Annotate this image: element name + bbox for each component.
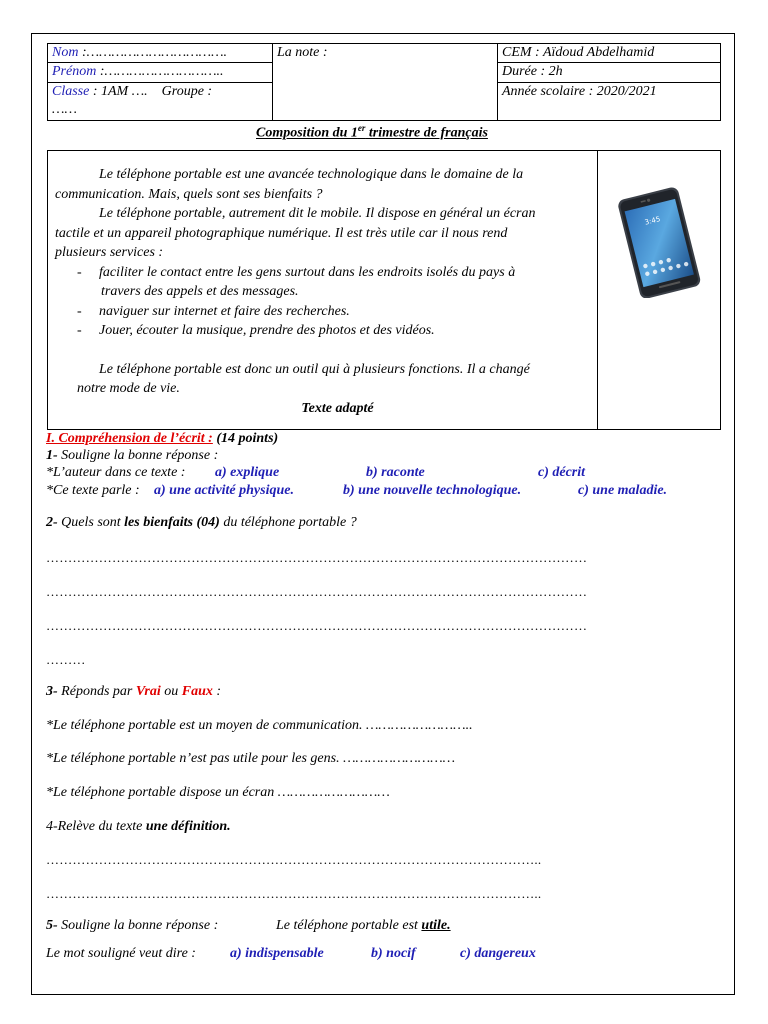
q3-number: 3- — [46, 684, 58, 699]
q3-vrai: Vrai — [135, 684, 161, 699]
q1-line2-option-a[interactable]: a) une activité physique. — [154, 483, 294, 498]
classe-value: : 1AM …. — [89, 84, 148, 99]
q4-question — [46, 819, 231, 835]
q3-question — [46, 684, 221, 700]
reading-paragraphs — [55, 165, 590, 418]
nom-dots: :……………………………. — [78, 45, 228, 60]
q5-sentence — [276, 918, 451, 934]
q5-instruction — [46, 918, 218, 934]
bullet-2 — [55, 302, 590, 322]
q1-number: 1- — [46, 448, 58, 463]
q1-line1-option-b[interactable]: b) raconte — [366, 465, 425, 480]
groupe-dots: …… — [52, 102, 77, 117]
q3-ou: ou — [160, 684, 182, 699]
bullet-3-dash: - — [77, 323, 82, 338]
q3-text1: Réponds par — [57, 684, 136, 699]
note-label: La note : — [277, 45, 328, 60]
title-part1: Composition du 1 — [256, 125, 358, 141]
classe-cell — [48, 83, 273, 121]
q5-sentence-text: Le téléphone portable est — [276, 918, 422, 933]
q1-line2-option-b[interactable]: b) une nouvelle technologique. — [343, 483, 522, 498]
q5-option-c[interactable]: c) dangereux — [460, 946, 536, 961]
q4-bold: une définition. — [145, 819, 231, 834]
q2-bold: les bienfaits (04) — [124, 515, 220, 530]
q3-statement-3[interactable]: *Le téléphone portable dispose un écran ……………………… — [46, 785, 390, 800]
p3-line1: Le téléphone portable est donc un outil qui à plusieurs fonctions. Il a changé — [99, 361, 530, 377]
bullet-1 — [55, 263, 590, 283]
section-1-heading — [46, 431, 278, 447]
q2-answer-line-4[interactable]: ……… — [46, 652, 86, 667]
q4-answer-line-1[interactable]: ………………………………………………………………………………………………….. — [46, 852, 542, 867]
q2-answer-line-2[interactable]: …………………………………………………………………………………………………………… — [46, 584, 588, 599]
classe-label: Classe — [52, 84, 90, 99]
annee-cell — [498, 83, 721, 121]
q1-line1-option-a[interactable]: a) explique — [215, 465, 280, 480]
q1-line1-option-c[interactable]: c) décrit — [538, 465, 586, 480]
bullet-3 — [55, 321, 590, 341]
q3-statement-1[interactable]: *Le téléphone portable est un moyen de communication. …………………….. — [46, 718, 473, 733]
q4-text: 4-Relève du texte — [46, 819, 146, 834]
nom-cell — [48, 44, 273, 63]
bullet-2-text: naviguer sur internet et faire des recherches. — [99, 303, 350, 319]
note-cell — [273, 44, 498, 121]
smartphone-icon — [610, 186, 708, 298]
cem-cell — [498, 44, 721, 63]
q3-statement-2[interactable]: *Le téléphone portable n’est pas utile pour les gens. ……………………… — [46, 751, 456, 766]
bullet-1-line1: faciliter le contact entre les gens surtout dans les endroits isolés du pays à — [99, 264, 516, 280]
prenom-cell — [48, 63, 273, 83]
bullet-1-dash: - — [77, 264, 82, 280]
p2-line2: tactile et un appareil photographique numérique. Il est très utile car il nous rend — [55, 225, 508, 241]
q5-line2-label: Le mot souligné veut dire : — [46, 946, 196, 961]
groupe-label: Groupe : — [161, 84, 213, 99]
q5-underlined-word: utile. — [421, 918, 451, 933]
q2-text1: Quels sont — [57, 515, 125, 530]
cem-text: CEM : Aïdoud Abdelhamid — [502, 45, 655, 60]
section-1-points: (14 points) — [212, 431, 279, 446]
title-part2: trimestre de français — [365, 125, 488, 141]
bullet-3-text: Jouer, écouter la musique, prendre des photos et des vidéos. — [99, 323, 435, 338]
text-source: Texte adapté — [301, 400, 374, 416]
p2-line1: Le téléphone portable, autrement dit le mobile. Il dispose en général un écran — [99, 206, 536, 221]
p2-line3: plusieurs services : — [55, 245, 164, 260]
q5-option-a[interactable]: a) indispensable — [230, 946, 324, 961]
duree-cell — [498, 63, 721, 83]
svg-text:3:45: 3:45 — [643, 215, 662, 227]
q2-number: 2- — [46, 515, 58, 530]
duree-text: Durée : 2h — [502, 64, 563, 79]
annee-text: Année scolaire : 2020/2021 — [502, 84, 657, 99]
q2-text2: du téléphone portable ? — [219, 515, 357, 530]
text-box-divider — [597, 151, 598, 429]
q1-line1-label: *L’auteur dans ce texte : — [46, 465, 186, 480]
q2-answer-line-1[interactable]: …………………………………………………………………………………………………………… — [46, 550, 588, 565]
q1-line2-option-c[interactable]: c) une maladie. — [578, 483, 668, 498]
prenom-dots: :……………………….. — [96, 64, 224, 79]
title-sup: er — [357, 123, 366, 133]
section-1-title: I. Compréhension de l’écrit : — [46, 431, 213, 446]
q2-question — [46, 515, 357, 531]
q5-number: 5- — [46, 918, 58, 933]
q1-instruction-text: Souligne la bonne réponse : — [57, 448, 219, 463]
q5-option-b[interactable]: b) nocif — [371, 946, 416, 961]
bullet-1-line2: travers des appels et des messages. — [101, 284, 299, 299]
q5-instruction-text: Souligne la bonne réponse : — [57, 918, 219, 933]
q3-faux: Faux — [181, 684, 213, 699]
page-title — [256, 123, 488, 142]
p1-line2: communication. Mais, quels sont ses bienfaits ? — [55, 186, 323, 202]
q3-colon: : — [212, 684, 222, 699]
prenom-label: Prénom — [52, 64, 97, 79]
header-table — [47, 43, 721, 121]
bullet-2-dash: - — [77, 303, 82, 319]
p1-line1: Le téléphone portable est une avancée technologique dans le domaine de la — [99, 167, 524, 182]
q2-answer-line-3[interactable]: …………………………………………………………………………………………………………… — [46, 618, 588, 633]
q4-answer-line-2[interactable]: ………………………………………………………………………………………………….. — [46, 886, 542, 901]
q1-line2-label: *Ce texte parle : — [46, 483, 140, 498]
q1-instruction — [46, 448, 218, 464]
p3-line2: notre mode de vie. — [77, 381, 180, 396]
nom-label: Nom — [52, 45, 79, 60]
